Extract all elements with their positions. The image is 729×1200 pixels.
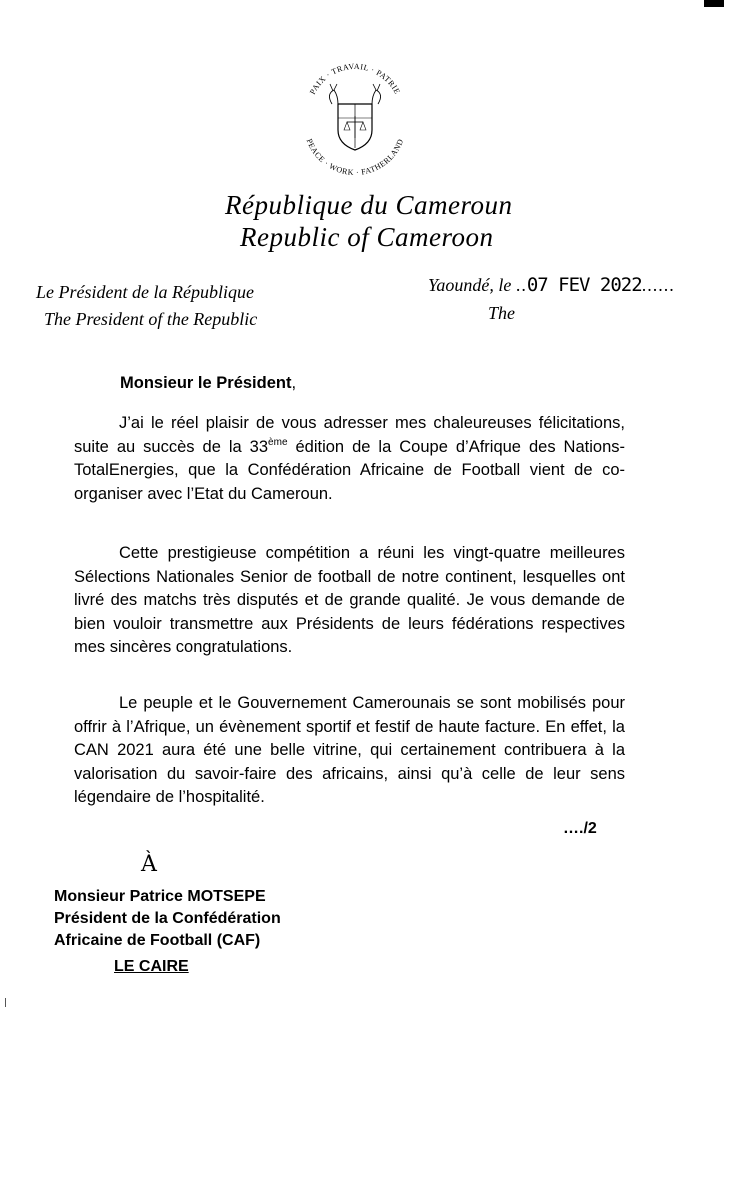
shield-icon (329, 84, 380, 150)
addressee-a-letter: À (141, 852, 157, 877)
corner-mark (704, 0, 724, 7)
page-continuation: …./2 (563, 820, 597, 837)
seal-motto-fr: PAIX · TRAVAIL · PATRIE (307, 61, 403, 96)
republic-title-en: Republic of Cameroon (240, 222, 494, 252)
paragraph-3: Le peuple et le Gouvernement Camerounais se sont mobilisés pour offrir à l’Afrique, un évènement sportif et festif de haute facture. En effet, la CAN 2021 aura été une belle vitrine, qui certainement contribuera à la valorisation du savoir-faire des africains, ainsi qu’à celle de leur sens légendaire de l’hospitalité. (74, 694, 625, 806)
president-title-en: The President of the Republic (44, 309, 258, 329)
president-title-fr: Le Président de la République (36, 282, 254, 302)
coat-of-arms-seal (290, 58, 420, 186)
the-label: The (488, 303, 515, 323)
salutation: Monsieur le Président, (120, 374, 297, 392)
paragraph-2: Cette prestigieuse compétition a réuni les vingt-quatre meilleures Sélections Nationales Senior de football de notre continent, lesquelles ont livré des matchs très disputés et de grande qualité. Je vous demande de bien vouloir transmettre aux Présidents de leurs fédérations respectives mes sincères congratulations. (74, 544, 625, 656)
paragraph-1: J’ai le réel plaisir de vous adresser mes chaleureuses félicitations, suite au succès de la 33ème édition de la Coupe d’Afrique des Nations-TotalEnergies, que la Confédération Africaine de Football vient de co-organiser avec l’Etat du Cameroun. (74, 414, 626, 503)
republic-title-fr: République du Cameroun (225, 190, 513, 220)
addressee-block (54, 886, 281, 952)
seal-motto-en: PEACE · WORK · FATHERLAND (304, 137, 406, 178)
addressee-city: LE CAIRE (114, 958, 189, 975)
addressee-title-line1: Président de la Confédération (54, 910, 281, 927)
date-line: Yaoundé, le ..07 FEV 2022...... (428, 274, 675, 296)
date-stamp: 07 FEV 2022 (526, 274, 642, 296)
addressee-name: Monsieur Patrice MOTSEPE (54, 888, 266, 905)
scan-edge-mark (5, 998, 6, 1007)
addressee-title-line2: Africaine de Football (CAF) (54, 932, 261, 949)
place-prefix: Yaoundé, le (428, 275, 512, 295)
